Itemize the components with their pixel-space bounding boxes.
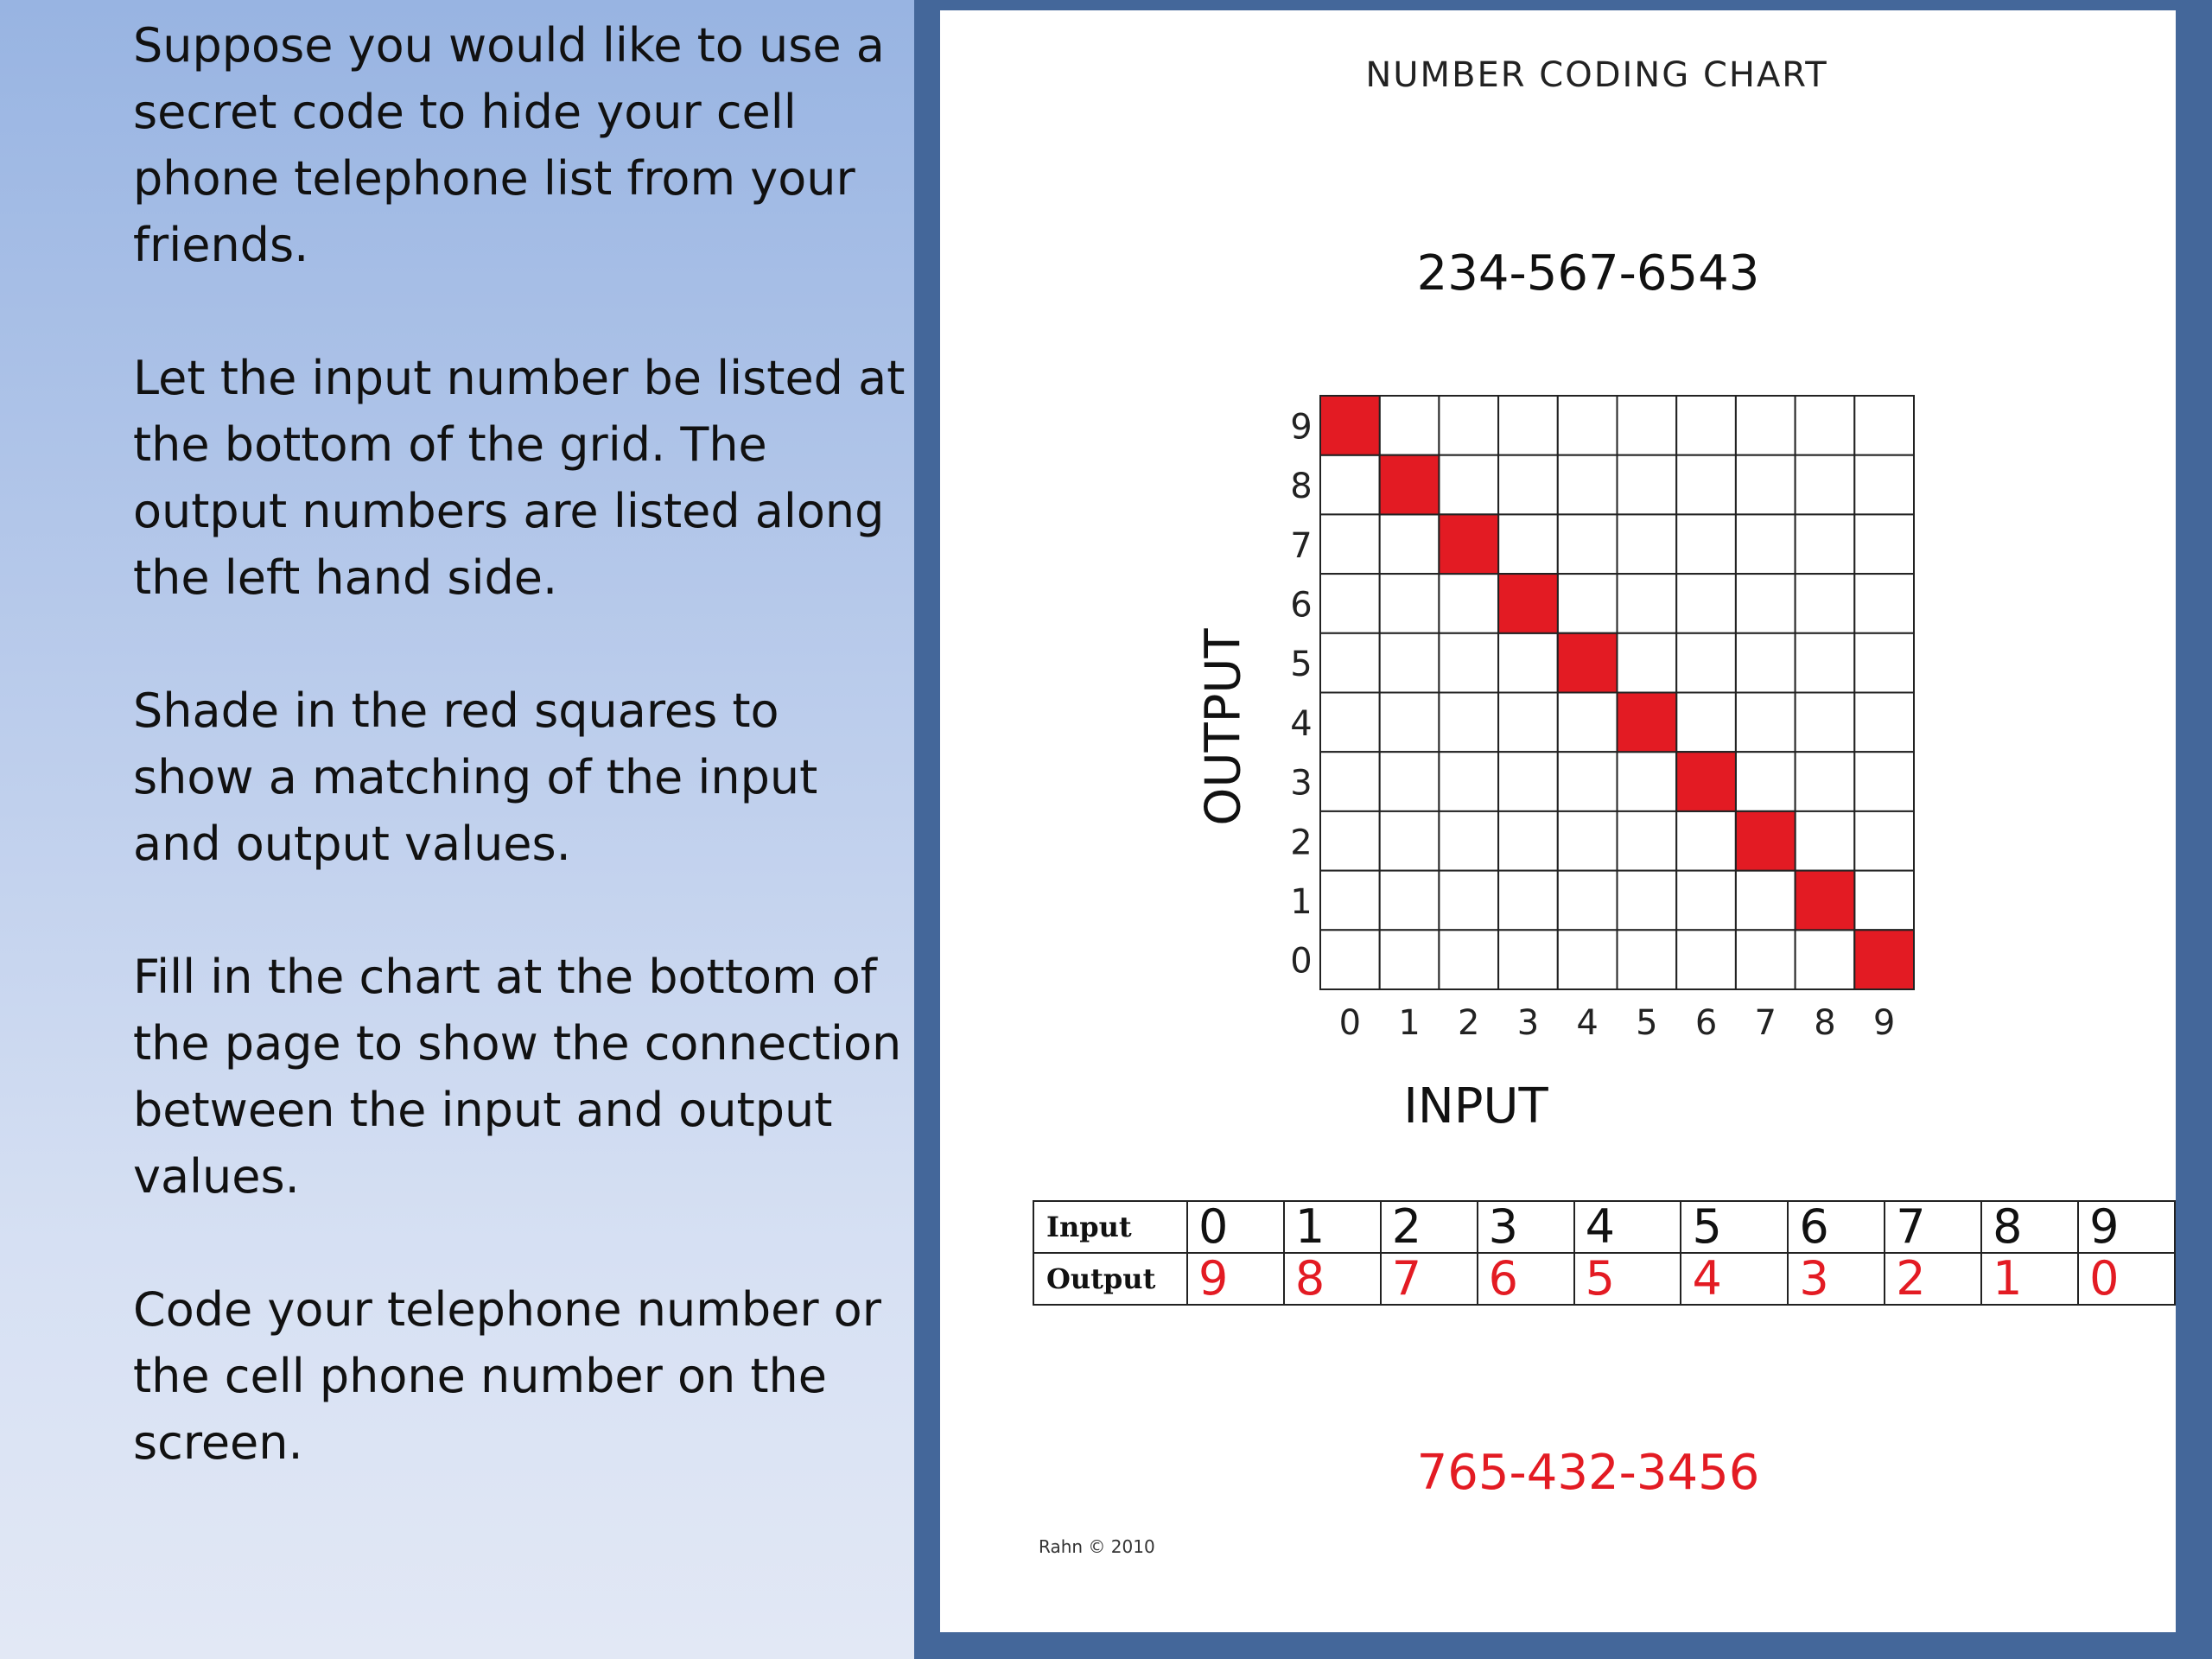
- grid-cell: [1854, 693, 1914, 753]
- output-cell: 6: [1478, 1253, 1574, 1305]
- output-row-header: Output: [1033, 1253, 1187, 1305]
- grid-cell: [1439, 930, 1498, 989]
- grid-cell: [1796, 633, 1855, 693]
- input-tick-label: 6: [1694, 1003, 1718, 1043]
- grid-cell: [1796, 811, 1855, 871]
- output-tick-label: 3: [1290, 763, 1313, 804]
- grid-cell: [1498, 693, 1558, 753]
- grid-cell: [1439, 574, 1498, 633]
- grid-cell: [1498, 871, 1558, 931]
- output-tick-label: 2: [1290, 823, 1313, 863]
- output-tick-label: 9: [1290, 407, 1313, 448]
- grid-cell: [1676, 633, 1736, 693]
- grid-cell: [1854, 752, 1914, 811]
- input-cell: 7: [1885, 1201, 1981, 1253]
- grid-cell: [1320, 752, 1380, 811]
- grid-cell: [1380, 693, 1440, 753]
- grid-cell: [1498, 633, 1558, 693]
- grid-cell: [1558, 752, 1618, 811]
- grid-cell: [1736, 455, 1796, 515]
- grid-cell: [1618, 396, 1677, 455]
- grid-cell: [1676, 514, 1736, 574]
- output-cell: 7: [1381, 1253, 1478, 1305]
- grid-cell: [1854, 633, 1914, 693]
- output-tick-label: 4: [1290, 703, 1313, 744]
- grid-cell: [1320, 811, 1380, 871]
- output-cell: 2: [1885, 1253, 1981, 1305]
- input-cell: 3: [1478, 1201, 1574, 1253]
- grid-cell: [1439, 811, 1498, 871]
- grid-cell: [1676, 693, 1736, 753]
- grid-cell: [1854, 811, 1914, 871]
- grid-cell: [1618, 455, 1677, 515]
- input-tick-label: 0: [1338, 1003, 1362, 1043]
- input-cell: 6: [1788, 1201, 1885, 1253]
- input-tick-label: 1: [1398, 1003, 1421, 1043]
- grid-cell: [1796, 693, 1855, 753]
- instruction-paragraph: Fill in the chart at the bottom of the page to show the connection between the input and output values.: [133, 950, 902, 1204]
- grid-cell: [1558, 930, 1618, 989]
- grid-cell: [1736, 574, 1796, 633]
- grid-cell: [1736, 514, 1796, 574]
- grid-cell: [1618, 633, 1677, 693]
- grid-cell: [1558, 396, 1618, 455]
- grid-cell: [1320, 930, 1380, 989]
- input-cell: 9: [2078, 1201, 2175, 1253]
- grid-cell: [1380, 574, 1440, 633]
- input-cell: 8: [1981, 1201, 2078, 1253]
- grid-cell: [1439, 633, 1498, 693]
- grid-cell: [1736, 396, 1796, 455]
- copyright-note: Rahn © 2010: [1039, 1536, 1155, 1557]
- input-row-header: Input: [1033, 1201, 1187, 1253]
- input-tick-label: 9: [1872, 1003, 1896, 1043]
- grid-cell: [1676, 455, 1736, 515]
- grid-cell: [1320, 871, 1380, 931]
- output-tick-label: 7: [1290, 525, 1313, 566]
- input-tick-label: 3: [1516, 1003, 1540, 1043]
- worksheet: [940, 10, 2176, 1632]
- output-cell: 3: [1788, 1253, 1885, 1305]
- output-tick-label: 6: [1290, 585, 1313, 626]
- grid-cell: [1676, 811, 1736, 871]
- original-phone-number: 234-567-6543: [1416, 245, 1760, 302]
- grid-cell: [1796, 396, 1855, 455]
- grid-cell: [1498, 752, 1558, 811]
- shaded-cell: [1498, 574, 1558, 633]
- grid-cell: [1736, 752, 1796, 811]
- shaded-cell: [1439, 514, 1498, 574]
- grid-cell: [1380, 752, 1440, 811]
- chart-title: NUMBER CODING CHART: [1365, 55, 1828, 95]
- grid-cell: [1558, 574, 1618, 633]
- shaded-cell: [1796, 871, 1855, 931]
- grid-cell: [1380, 396, 1440, 455]
- output-axis-label: OUTPUT: [1195, 628, 1252, 826]
- grid-cell: [1380, 811, 1440, 871]
- grid-cell: [1736, 930, 1796, 989]
- shaded-cell: [1676, 752, 1736, 811]
- grid-cell: [1439, 693, 1498, 753]
- grid-cell: [1320, 693, 1380, 753]
- coding-grid: [1225, 385, 1896, 1059]
- grid-cell: [1676, 871, 1736, 931]
- output-cell: 9: [1187, 1253, 1284, 1305]
- output-tick-label: 0: [1290, 941, 1313, 982]
- grid-cell: [1618, 930, 1677, 989]
- grid-cell: [1618, 871, 1677, 931]
- grid-cell: [1796, 514, 1855, 574]
- grid-cell: [1736, 871, 1796, 931]
- input-cell: 4: [1574, 1201, 1681, 1253]
- grid-cell: [1618, 752, 1677, 811]
- grid-cell: [1676, 396, 1736, 455]
- input-tick-label: 5: [1636, 1003, 1658, 1043]
- grid-cell: [1558, 514, 1618, 574]
- input-axis-label: INPUT: [1403, 1078, 1548, 1135]
- grid-cell: [1380, 633, 1440, 693]
- input-tick-label: 2: [1458, 1003, 1480, 1043]
- input-cell: 0: [1187, 1201, 1284, 1253]
- output-tick-label: 5: [1290, 645, 1313, 685]
- output-tick-label: 8: [1290, 467, 1313, 507]
- grid-cell: [1380, 514, 1440, 574]
- grid-cell: [1854, 871, 1914, 931]
- grid-cell: [1558, 811, 1618, 871]
- output-cell: 5: [1574, 1253, 1681, 1305]
- output-row: [1033, 1253, 2175, 1305]
- grid-cell: [1439, 871, 1498, 931]
- grid-cell: [1558, 693, 1618, 753]
- shaded-cell: [1854, 930, 1914, 989]
- grid-cell: [1498, 396, 1558, 455]
- input-tick-label: 8: [1814, 1003, 1836, 1043]
- grid-cell: [1796, 574, 1855, 633]
- grid-cell: [1320, 574, 1380, 633]
- output-cell: 8: [1284, 1253, 1381, 1305]
- grid-cell: [1854, 396, 1914, 455]
- input-tick-label: 4: [1576, 1003, 1599, 1043]
- grid-cell: [1676, 574, 1736, 633]
- grid-cell: [1676, 930, 1736, 989]
- grid-cell: [1498, 930, 1558, 989]
- instruction-paragraph: Code your telephone number or the cell phone number on the screen.: [133, 1282, 881, 1470]
- grid-cell: [1439, 396, 1498, 455]
- input-cell: 1: [1284, 1201, 1381, 1253]
- grid-cell: [1854, 574, 1914, 633]
- instruction-paragraph: Suppose you would like to use a secret code to hide your cell phone telephone list from your friends.: [133, 18, 885, 272]
- grid-cell: [1558, 871, 1618, 931]
- grid-cell: [1498, 514, 1558, 574]
- shaded-cell: [1380, 455, 1440, 515]
- shaded-cell: [1320, 396, 1380, 455]
- input-tick-label: 7: [1754, 1003, 1777, 1043]
- grid-cell: [1796, 455, 1855, 515]
- grid-cell: [1498, 455, 1558, 515]
- worksheet-frame: [914, 0, 2212, 1659]
- grid-cell: [1618, 574, 1677, 633]
- shaded-cell: [1558, 633, 1618, 693]
- coded-phone-number: 765-432-3456: [1416, 1445, 1760, 1501]
- grid-cell: [1439, 455, 1498, 515]
- grid-cell: [1380, 871, 1440, 931]
- grid-cell: [1736, 693, 1796, 753]
- grid-cell: [1618, 514, 1677, 574]
- grid-cell: [1320, 514, 1380, 574]
- grid-cell: [1439, 752, 1498, 811]
- input-row: [1033, 1201, 2175, 1253]
- grid-cell: [1854, 455, 1914, 515]
- input-cell: 2: [1381, 1201, 1478, 1253]
- instructions-panel: [133, 12, 911, 1542]
- grid-cell: [1618, 811, 1677, 871]
- grid-cell: [1796, 752, 1855, 811]
- grid-cell: [1320, 455, 1380, 515]
- output-cell: 4: [1681, 1253, 1788, 1305]
- output-tick-label: 1: [1290, 881, 1313, 922]
- instruction-paragraph: Shade in the red squares to show a matching of the input and output values.: [133, 683, 818, 871]
- coding-table: [1033, 1200, 2176, 1306]
- output-cell: 0: [2078, 1253, 2175, 1305]
- grid-cell: [1558, 455, 1618, 515]
- instruction-paragraph: Let the input number be listed at the bottom of the grid. The output numbers are listed along the left hand side.: [133, 351, 906, 605]
- grid-cell: [1498, 811, 1558, 871]
- shaded-cell: [1736, 811, 1796, 871]
- input-cell: 5: [1681, 1201, 1788, 1253]
- grid-cell: [1320, 633, 1380, 693]
- grid-cell: [1796, 930, 1855, 989]
- shaded-cell: [1618, 693, 1677, 753]
- grid-cell: [1380, 930, 1440, 989]
- grid-cell: [1736, 633, 1796, 693]
- output-cell: 1: [1981, 1253, 2078, 1305]
- grid-cell: [1854, 514, 1914, 574]
